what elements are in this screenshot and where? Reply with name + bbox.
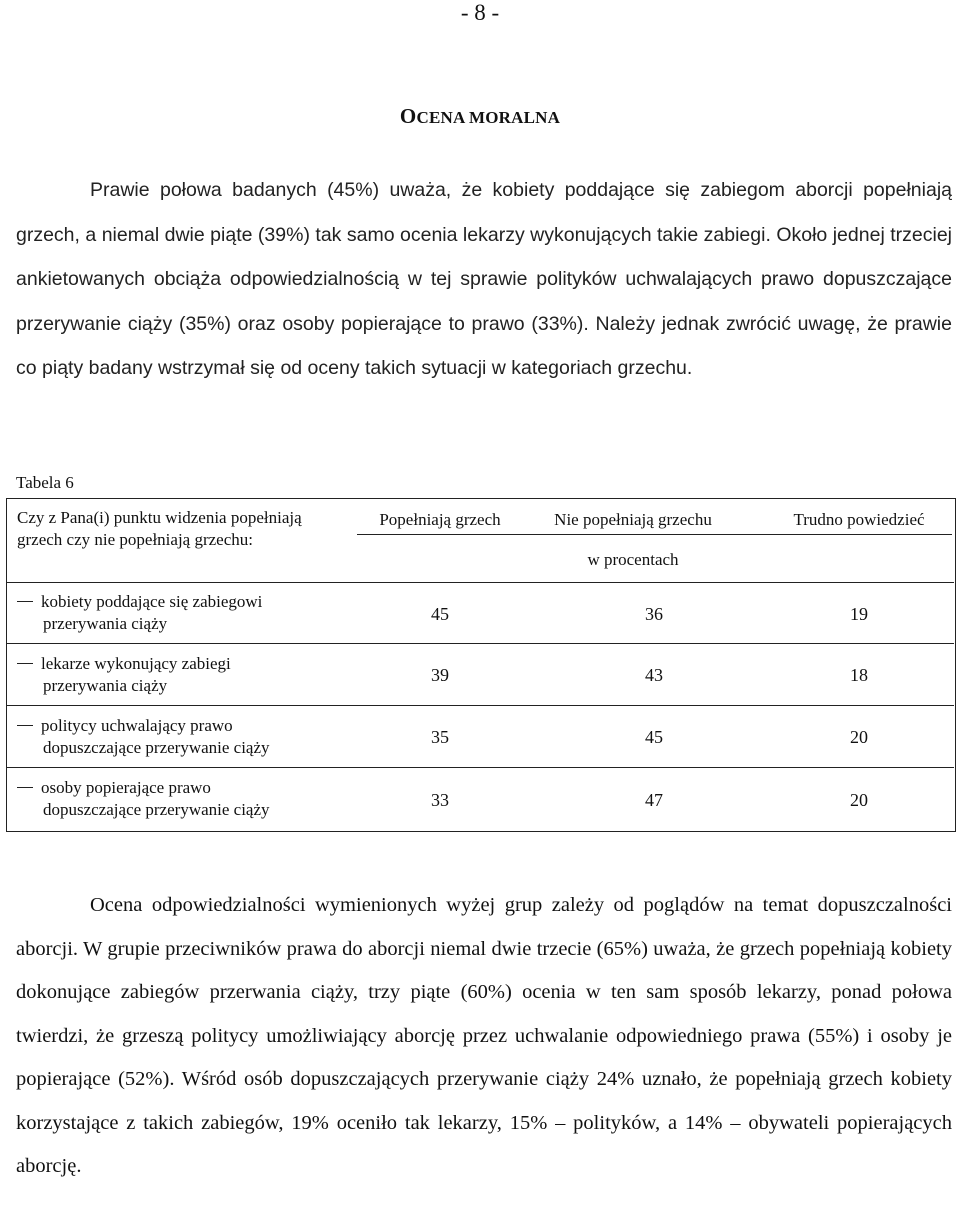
row-separator [7, 767, 954, 768]
results-table [6, 498, 956, 832]
table-question: Czy z Pana(i) punktu widzenia popełniają grzech czy nie popełniają grzechu: [17, 508, 302, 549]
column-header-no-sin: Nie popełniają grzechu [554, 510, 712, 529]
heading-initial: O [399, 104, 417, 128]
table-cell: 43 [645, 665, 663, 685]
dash-marker [17, 601, 33, 602]
column-header-sin: Popełniają grzech [379, 510, 501, 529]
table-row-label: politycy uchwalający prawo dopuszczające przerywanie ciąży [17, 715, 337, 759]
table-row-label: lekarze wykonujący zabiegi przerywania ciąży [17, 653, 337, 697]
table-cell: 33 [431, 790, 449, 810]
table-caption: Tabela 6 [16, 473, 74, 492]
table-cell: 39 [431, 665, 449, 685]
row-separator [7, 643, 954, 644]
section-heading [0, 104, 960, 130]
table-row-label: kobiety poddające się zabiegowi przerywania ciąży [17, 591, 337, 635]
intro-paragraph: Prawie połowa badanych (45%) uważa, że kobiety poddające się zabiegom aborcji popełniają grzech, a niemal dwie piąte (39%) tak samo ocenia lekarzy wykonujących takie zabiegi. Około jednej trzeciej ankietowanych obciąża odpowiedzialnością w tej sprawie polityków uchwalających prawo dopuszczające przerywanie ciąży (35%) oraz osoby popierające to prawo (33%). Należy jednak zwrócić uwagę, że prawie co piąty badany wstrzymał się od oceny takich sytuacji w kategoriach grzechu. [16, 179, 952, 379]
table-cell: 18 [850, 665, 868, 685]
heading-rest: CENA MORALNA [416, 108, 561, 127]
header-separator [7, 582, 954, 583]
table-cell: 45 [431, 604, 449, 624]
column-header-hard-to-say: Trudno powiedzieć [793, 510, 925, 529]
row-separator [7, 705, 954, 706]
table-row-label: osoby popierające prawo dopuszczające przerywanie ciąży [17, 777, 337, 821]
table-cell: 20 [850, 727, 868, 747]
page-number: - 8 - [460, 0, 500, 25]
unit-label: w procentach [587, 550, 679, 569]
table-cell: 20 [850, 790, 868, 810]
analysis-paragraph: Ocena odpowiedzialności wymienionych wyżej grup zależy od poglądów na temat dopuszczalności aborcji. W grupie przeciwników prawa do aborcji niemal dwie trzecie (65%) uważa, że grzech popełniają kobiety dokonujące zabiegów przerwania ciąży, trzy piąte (60%) ocenia w ten sam sposób lekarzy, ponad połowa twierdzi, że grzeszą politycy umożliwiający aborcję przez uchwalanie odpowiedniego prawa (55%) i osoby je popierające (52%). Wśród osób dopuszczających przerywanie ciąży 24% uznało, że popełniają grzech kobiety korzystające z takich zabiegów, 19% oceniło tak lekarzy, 15% – polityków, a 14% – obywateli popierających aborcję. [16, 894, 952, 1177]
table-cell: 36 [645, 604, 663, 624]
dash-marker [17, 787, 33, 788]
table-cell: 47 [645, 790, 663, 810]
table-cell: 45 [645, 727, 663, 747]
dash-marker [17, 663, 33, 664]
dash-marker [17, 725, 33, 726]
table-cell: 35 [431, 727, 449, 747]
header-rule [357, 534, 952, 535]
table-cell: 19 [850, 604, 868, 624]
